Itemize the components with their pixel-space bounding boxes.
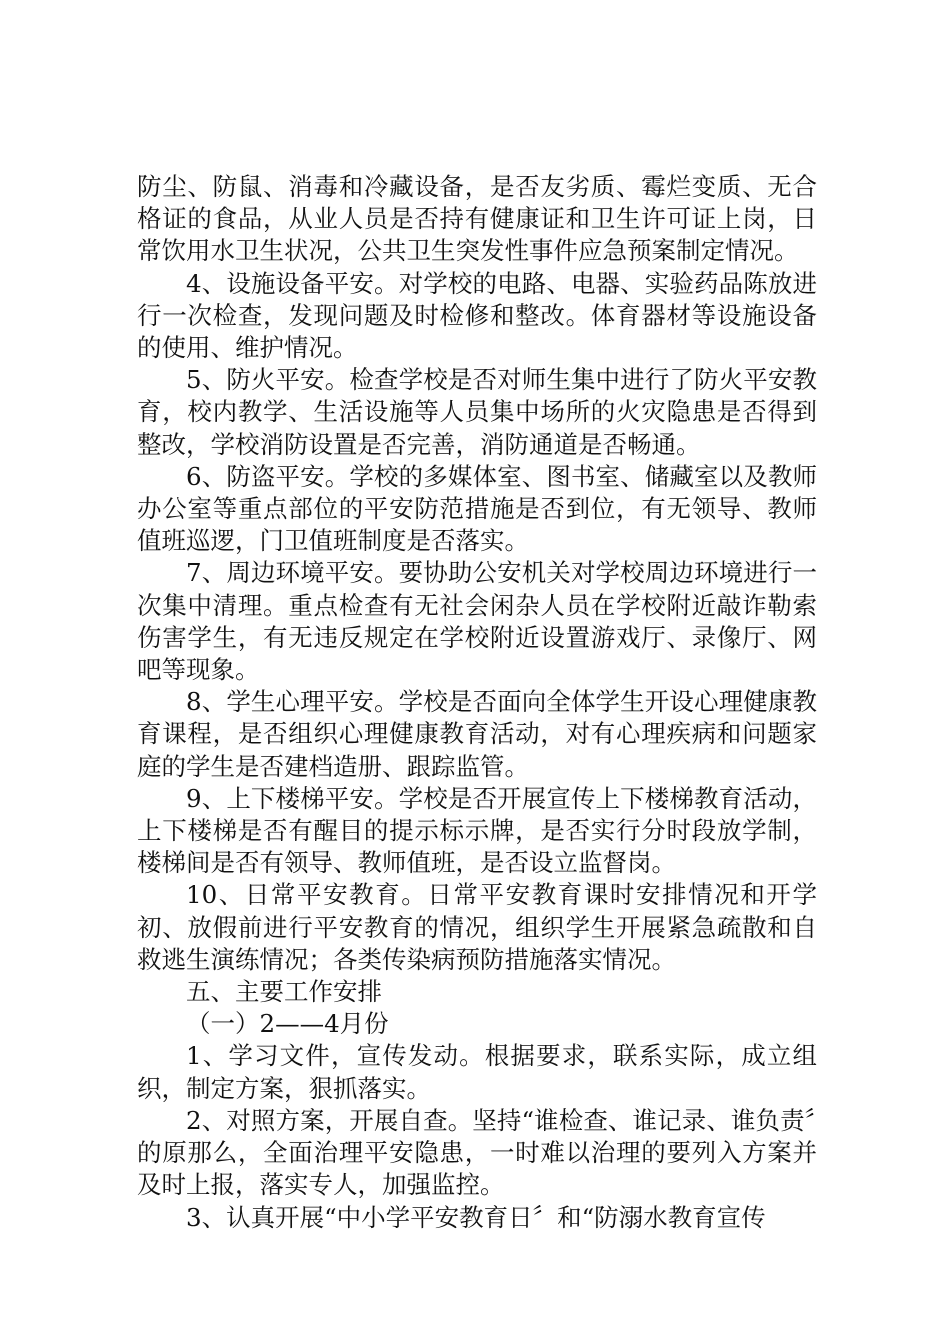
document-body [137, 171, 817, 1234]
paragraph-food-safety-continued: 防尘、防鼠、消毒和冷藏设备，是否友劣质、霉烂变质、无合格证的食品，从业人员是否持有健康证和卫生许可证上岗，日常饮用水卫生状况，公共卫生突发性事件应急预案制定情况。 [137, 172, 817, 266]
paragraph-study-documents: 1、学习文件，宣传发动。根据要求，联系实际，成立组织，制定方案，狠抓落实。 [137, 1041, 817, 1103]
section-heading-work-arrangement: 五、主要工作安排 [186, 977, 382, 1007]
paragraph-psychological-safety: 8、学生心理平安。学校是否面向全体学生开设心理健康教育课程，是否组织心理健康教育活动，对有心理疾病和问题家庭的学生是否建档造册、跟踪监管。 [137, 687, 817, 781]
paragraph-surrounding-environment: 7、周边环境平安。要协助公安机关对学校周边环境进行一次集中清理。重点检查有无社会闲杂人员在学校附近敲诈勒索伤害学生，有无违反规定在学校附近设置游戏厅、录像厅、网吧等现象。 [137, 558, 817, 685]
paragraph-stair-safety: 9、上下楼梯平安。学校是否开展宣传上下楼梯教育活动，上下楼梯是否有醒目的提示标示牌，是否实行分时段放学制，楼梯间是否有领导、教师值班，是否设立监督岗。 [137, 783, 817, 878]
paragraph-self-inspection: 2、对照方案，开展自查。坚持“谁检查、谁记录、谁负责〞的原那么，全面治理平安隐患，一时难以治理的要列入方案并及时上报，落实专人，加强监控。 [137, 1105, 817, 1200]
paragraph-fire-safety: 5、防火平安。检查学校是否对师生集中进行了防火平安教育，校内教学、生活设施等人员集中场所的火灾隐患是否得到整改，学校消防设置是否完善，消防通道是否畅通。 [137, 365, 817, 459]
paragraph-safety-education-day: 3、认真开展“中小学平安教育日〞和“防溺水教育宣传 [186, 1202, 766, 1232]
paragraph-theft-prevention: 6、防盗平安。学校的多媒体室、图书室、储藏室以及教师办公室等重点部位的平安防范措施是否到位，有无领导、教师值班巡逻，门卫值班制度是否落实。 [137, 461, 817, 556]
paragraph-facility-safety: 4、设施设备平安。对学校的电路、电器、实验药品陈放进行一次检查，发现问题及时检修和整改。体育器材等设施设备的使用、维护情况。 [137, 268, 817, 363]
paragraph-daily-safety-education: 10、日常平安教育。日常平安教育课时安排情况和开学初、放假前进行平安教育的情况，组织学生开展紧急疏散和自救逃生演练情况；各类传染病预防措施落实情况。 [137, 880, 817, 974]
subheading-feb-to-apr: （一）2——4月份 [186, 1009, 389, 1039]
